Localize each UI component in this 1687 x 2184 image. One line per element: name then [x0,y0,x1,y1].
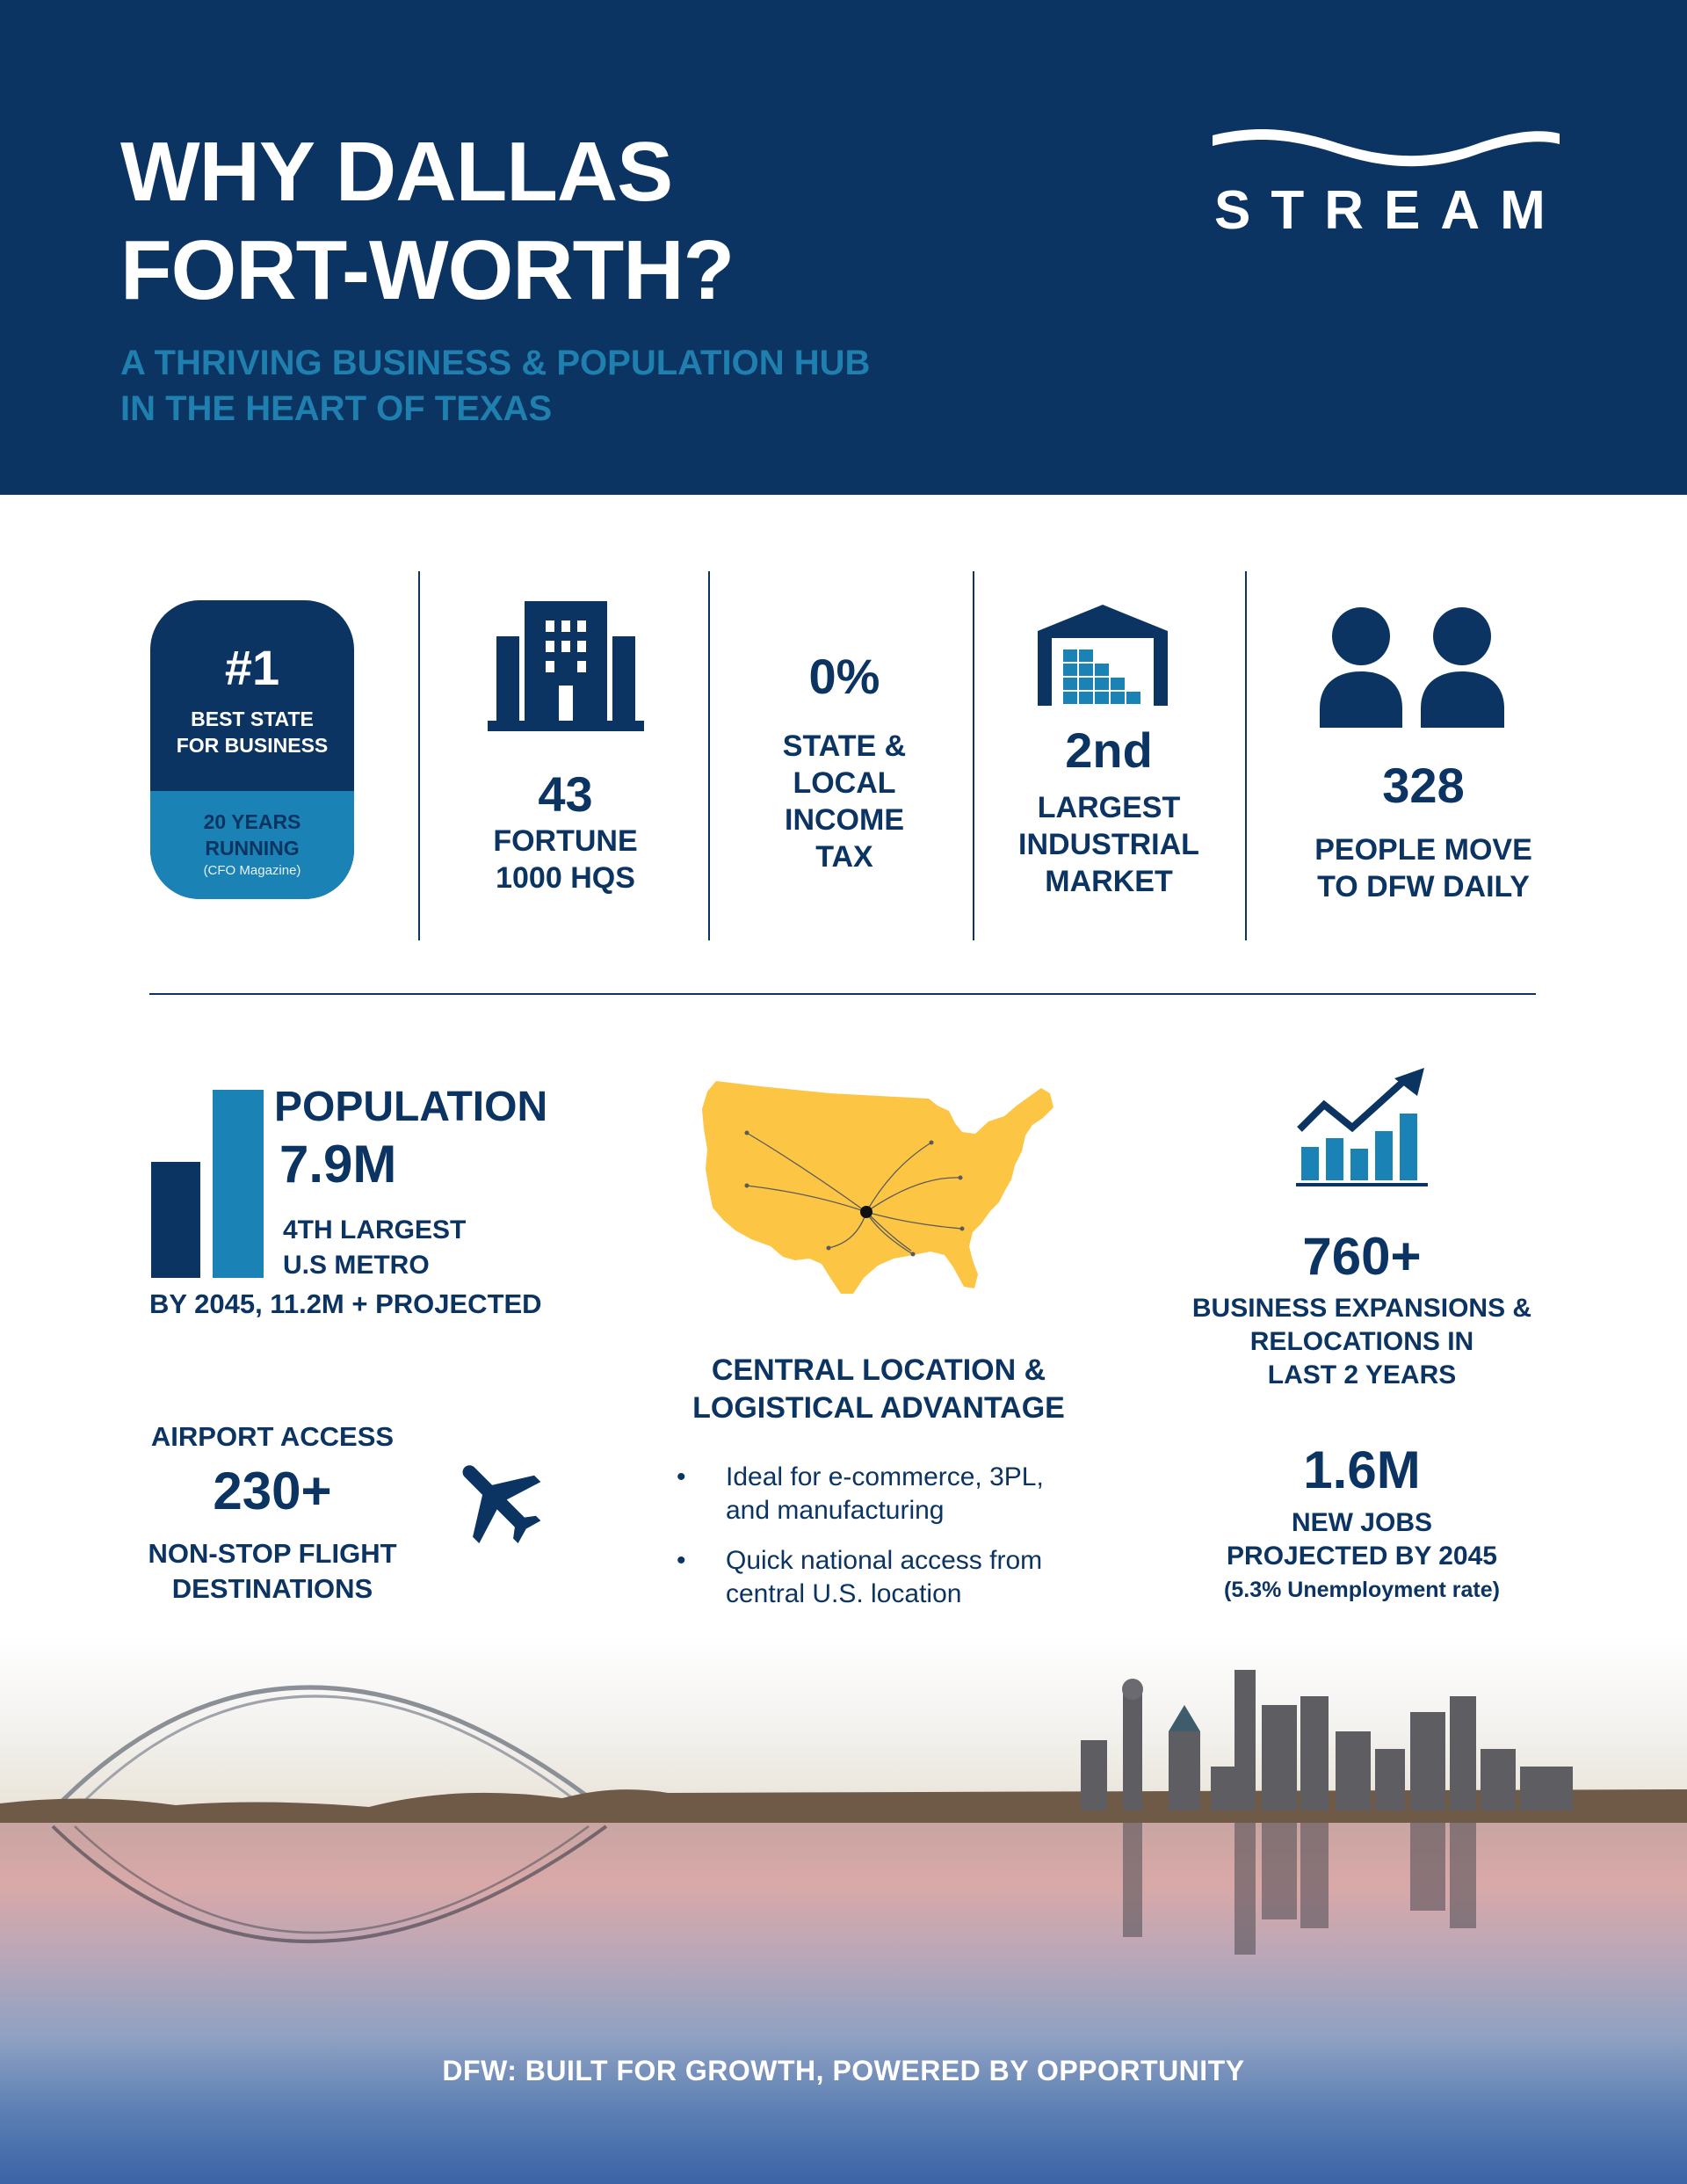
growth-chart-icon [1296,1068,1428,1187]
badge-label [150,706,354,758]
people-label-line-1: PEOPLE MOVE [1314,833,1532,867]
fortune-stat [436,766,695,896]
logo-text: STREAM [1214,180,1566,241]
list-item [677,1544,1081,1611]
best-state-badge [150,600,354,899]
expansions-label [1151,1292,1573,1392]
industrial-label-line-3: MARKET [1045,865,1173,898]
fortune-label [436,823,695,896]
industrial-label-line-1: LARGEST [1037,791,1181,824]
industrial-stat [981,722,1236,900]
bullet-line-1: • Quick national access from [726,1546,1043,1575]
fortune-label-line-1: FORTUNE [493,824,638,858]
population-rank [283,1213,466,1283]
wave-icon [1213,123,1564,185]
jobs-note: (5.3% Unemployment rate) [1224,1578,1500,1602]
skyline-photo [0,1635,1687,2184]
title-line-2: FORT-WORTH? [120,223,735,317]
warehouse-icon [1038,605,1168,706]
airport-label-line-1: NON-STOP FLIGHT [148,1538,397,1569]
airplane-icon [444,1443,554,1553]
population-rank-line-1: 4TH LARGEST [283,1215,467,1244]
badge-bottom [150,791,354,899]
badge-rank: #1 [224,640,280,695]
jobs-label-line-1: NEW JOBS [1291,1508,1433,1537]
people-stat [1256,758,1590,905]
industrial-label-line-2: INDUSTRIAL [1018,828,1199,861]
population-title: POPULATION [274,1084,548,1130]
airport-title: AIRPORT ACCESS [150,1421,395,1452]
expansions-label-line-3: LAST 2 YEARS [1267,1360,1457,1389]
fortune-value: 43 [538,766,593,822]
header-banner [0,0,1687,495]
subtitle-line-1: A THRIVING BUSINESS & POPULATION HUB [120,344,871,382]
badge-sub-line-2: RUNNING [205,837,300,860]
population-rank-line-2: U.S METRO [283,1251,430,1280]
expansions-value: 760+ [1302,1227,1422,1286]
tax-label-line-1: STATE & [782,729,907,763]
central-title-line-2: LOGISTICAL ADVANTAGE [692,1391,1065,1425]
expansions-label-line-2: RELOCATIONS IN [1249,1327,1474,1356]
page-subtitle [120,340,870,432]
footer-tagline: DFW: BUILT FOR GROWTH, POWERED BY OPPORTUNITY [442,2055,1245,2086]
industrial-value: 2nd [1065,722,1153,778]
people-label [1256,831,1590,905]
office-building-icon [488,601,644,731]
airport-label-line-2: DESTINATIONS [171,1573,373,1604]
tax-label-line-3: INCOME [785,803,904,837]
title-line-1: WHY DALLAS [120,125,673,219]
divider [973,571,974,940]
tax-label-line-2: LOCAL [793,766,896,800]
divider [418,571,420,940]
people-icon [1320,605,1504,728]
us-map-icon [699,1070,1063,1299]
badge-source: (CFO Magazine) [203,863,301,878]
bar-chart-icon [151,1090,264,1278]
central-title-line-1: CENTRAL LOCATION & [711,1353,1046,1387]
divider [708,571,710,940]
people-value: 328 [1382,758,1465,813]
divider [1245,571,1247,940]
subtitle-line-2: IN THE HEART OF TEXAS [120,389,553,428]
tax-stat [717,649,972,875]
industrial-label [981,789,1236,900]
tax-value: 0% [808,649,880,704]
jobs-label-line-2: PROJECTED BY 2045 [1227,1542,1497,1571]
expansions-label-line-1: BUSINESS EXPANSIONS & [1191,1294,1532,1323]
badge-top [150,600,354,791]
population-projection: BY 2045, 11.2M + PROJECTED [149,1288,542,1319]
jobs-value: 1.6M [1303,1440,1421,1499]
badge-label-line-1: BEST STATE [191,707,314,730]
central-title [650,1352,1107,1427]
people-label-line-2: TO DFW DAILY [1317,870,1530,903]
badge-label-line-2: FOR BUSINESS [176,734,329,757]
badge-sub [150,809,354,861]
airport-value: 230+ [213,1462,332,1520]
page-title [120,123,734,320]
section-divider [149,993,1536,995]
airport-label [114,1536,431,1607]
jobs-label [1151,1506,1573,1573]
bullet-line-2: central U.S. location [726,1579,962,1608]
tax-label [717,728,972,875]
fortune-label-line-2: 1000 HQS [496,861,635,895]
bullet-line-2: and manufacturing [726,1496,945,1525]
badge-sub-line-1: 20 YEARS [203,810,301,833]
tax-label-line-4: TAX [815,840,873,874]
population-value: 7.9M [279,1135,397,1194]
stream-logo [1213,123,1566,241]
central-bullet-list [677,1461,1081,1628]
bullet-line-1: • Ideal for e-commerce, 3PL, [726,1462,1044,1491]
list-item [677,1461,1081,1527]
